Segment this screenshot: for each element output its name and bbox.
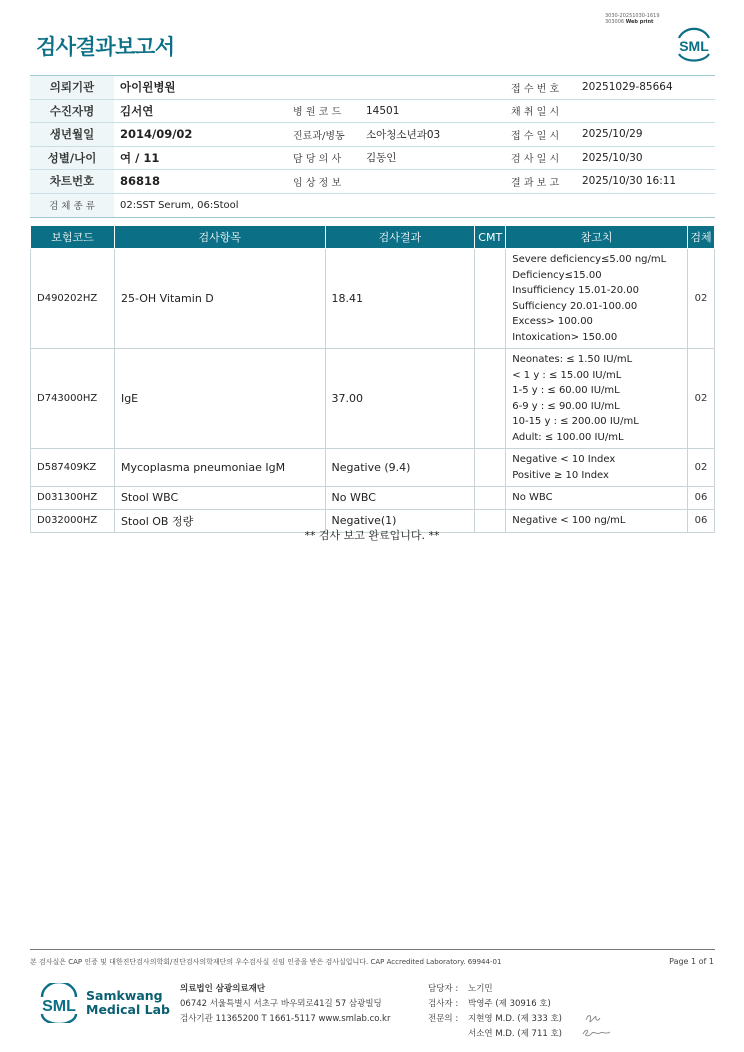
collection-date-value [576,99,715,123]
row-code: D032000HZ [31,509,115,532]
row-specimen: 02 [687,349,714,449]
row-result: 18.41 [325,249,475,349]
page-title: 검사결과보고서 [36,35,175,59]
staff-label: 담당자 : [428,984,459,994]
web-print-label: Web print [625,19,654,25]
row-cmt [475,249,506,349]
collection-date-label: 채 취 일 시 [497,99,576,123]
company-name [86,989,170,1017]
staff-info [428,982,562,1042]
staff-value: 지현영 M.D. (제 333 호) [468,1014,563,1024]
sex-age-value: 여 / 11 [114,146,279,170]
sml-logo-icon [673,26,715,62]
test-date-label: 검 사 일 시 [497,146,576,170]
receipt-no-label: 접 수 번 호 [497,76,576,100]
row-item: 25-OH Vitamin D [114,249,325,349]
row-code: D587409KZ [31,449,115,487]
row-item: Stool OB 정량 [114,509,325,532]
row-item: IgE [114,349,325,449]
staff-label [428,1027,468,1042]
staff-value: 노기민 [468,984,493,994]
table-row [31,349,715,449]
header-result: 검사결과 [325,226,475,249]
specimen-type-label: 검 체 종 류 [30,193,114,217]
staff-label: 검사자 : [428,999,459,1009]
row-code: D031300HZ [31,487,115,510]
receipt-date-label: 접 수 일 시 [497,123,576,147]
specimen-type-value: 02:SST Serum, 06:Stool [114,193,715,217]
certification-note: 본 검사실은 CAP 인증 및 대한진단검사의학회/진단검사의학재단의 우수검사실 신임 인증을 받은 검사실입니다. CAP Accredited Laboratory. 69944-01 [30,958,502,966]
org-info [180,982,390,1027]
hospital-code-value: 14501 [360,99,497,123]
info-row [30,99,715,123]
staff-value: 박영주 (제 30916 호) [468,999,551,1009]
header-cmt: CMT [475,226,506,249]
company-line1: Samkwang [86,988,163,1003]
table-row [31,449,715,487]
header-code: 보험코드 [31,226,115,249]
row-item: Mycoplasma pneumoniae IgM [114,449,325,487]
patient-info-table [30,75,715,218]
info-row [30,146,715,170]
row-specimen: 06 [687,487,714,510]
staff-row [428,1027,562,1042]
department-value: 소아청소년과03 [360,123,497,147]
clinical-info-label: 임 상 정 보 [279,170,360,194]
row-cmt [475,487,506,510]
sex-age-label: 성별/나이 [30,146,114,170]
info-row [30,170,715,194]
doc-code-line1: 3030-20251030-1619 [605,13,660,19]
department-label: 진료과/병동 [279,123,360,147]
staff-row [428,997,562,1012]
header-reference: 참고치 [506,226,688,249]
staff-label: 전문의 : [428,1014,459,1024]
logo-top-text: SML [679,38,709,54]
sml-logo-icon [36,983,82,1023]
footer-divider [30,949,715,950]
test-date-value: 2025/10/30 [576,146,715,170]
row-specimen: 06 [687,509,714,532]
report-completed-text: ** 검사 보고 완료입니다. ** [304,529,440,542]
info-row [30,76,715,100]
info-row [30,123,715,147]
staff-value: 서소연 M.D. (제 711 호) [468,1029,563,1039]
logo-bottom-text: SML [42,998,76,1015]
row-reference: Severe deficiency≤5.00 ng/mL Deficiency≤15.00 Insufficiency 15.01-20.00 Sufficiency 20.01-100.00 Excess> 100.00 Intoxication> 150.00 [506,249,688,349]
org-address: 06742 서울특별시 서초구 바우뫼로41길 57 삼광빌딩 [180,999,382,1009]
row-specimen: 02 [687,449,714,487]
receipt-date-value: 2025/10/29 [576,123,715,147]
row-result: No WBC [325,487,475,510]
receipt-no-value: 20251029-85664 [576,76,715,100]
requesting-org-label: 의뢰기관 [30,76,114,100]
row-cmt [475,449,506,487]
table-row [31,249,715,349]
requesting-org-value: 아이윈병원 [114,76,497,100]
hospital-code-label: 병 원 코 드 [279,99,360,123]
signature-icon [580,1010,620,1040]
doc-code-line2: 303006 [605,19,625,25]
clinical-info-value [360,170,497,194]
results-table [30,225,715,533]
row-reference: Negative < 100 ng/mL [506,509,688,532]
staff-row [428,1012,562,1027]
header-specimen: 검체 [687,226,714,249]
dob-value: 2014/09/02 [114,123,279,147]
report-date-label: 결 과 보 고 [497,170,576,194]
staff-row [428,982,562,997]
report-date-value: 2025/10/30 16:11 [576,170,715,194]
company-line2: Medical Lab [86,1002,170,1017]
dob-label: 생년월일 [30,123,114,147]
row-result: Negative(1) [325,509,475,532]
row-result: Negative (9.4) [325,449,475,487]
row-cmt [475,349,506,449]
row-reference: No WBC [506,487,688,510]
document-code [605,13,660,25]
header-item: 검사항목 [114,226,325,249]
doctor-label: 담 당 의 사 [279,146,360,170]
doctor-value: 김동인 [360,146,497,170]
chart-no-label: 차트번호 [30,170,114,194]
org-contact: 검사기관 11365200 T 1661-5117 www.smlab.co.kr [180,1014,391,1024]
row-code: D743000HZ [31,349,115,449]
org-name: 의료법인 삼광의료재단 [180,984,266,994]
row-result: 37.00 [325,349,475,449]
row-specimen: 02 [687,249,714,349]
results-header-row [31,226,715,249]
row-item: Stool WBC [114,487,325,510]
info-row [30,193,715,217]
row-code: D490202HZ [31,249,115,349]
table-row [31,487,715,510]
patient-name-label: 수진자명 [30,99,114,123]
patient-name-value: 김서연 [114,99,279,123]
row-reference: Negative < 10 Index Positive ≥ 10 Index [506,449,688,487]
page-number: Page 1 of 1 [669,957,714,966]
chart-no-value: 86818 [114,170,279,194]
row-reference: Neonates: ≤ 1.50 IU/mL < 1 y : ≤ 15.00 IU/mL 1-5 y : ≤ 60.00 IU/mL 6-9 y : ≤ 90.00 IU/mL 10-15 y : ≤ 200.00 IU/mL Adult: ≤ 100.00 IU/mL [506,349,688,449]
